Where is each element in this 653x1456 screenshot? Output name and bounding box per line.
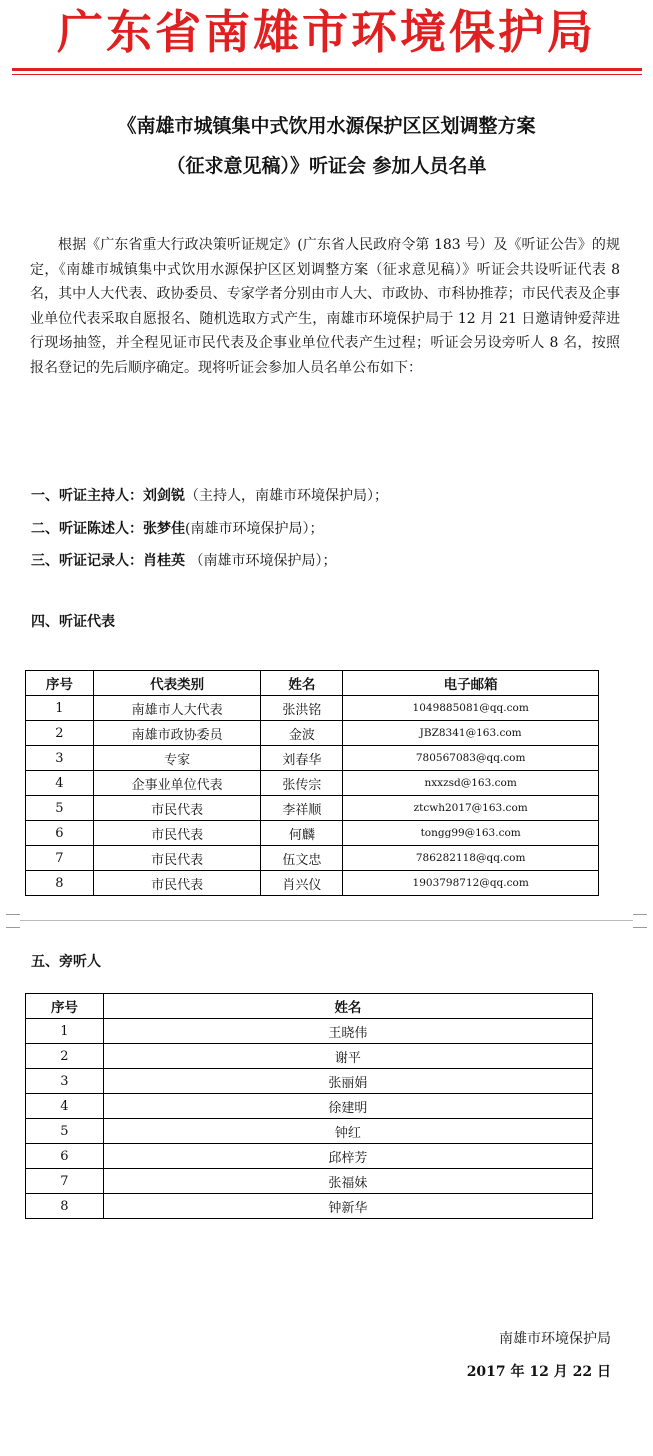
- cell-category: 企事业单位代表: [93, 771, 261, 796]
- cell-no: 5: [26, 1119, 104, 1144]
- role-host-label: 一、听证主持人：: [31, 488, 143, 504]
- table-row: [26, 746, 599, 771]
- cell-name: 李祥顺: [261, 796, 343, 821]
- header-no: 序号: [26, 994, 104, 1019]
- page-break-mark-left: [6, 914, 20, 928]
- cell-name: 王晓伟: [103, 1019, 592, 1044]
- role-recorder: [31, 551, 336, 571]
- letterhead-rule-thick: [12, 68, 642, 71]
- cell-email: tongg99@163.com: [343, 821, 599, 846]
- cell-no: 8: [26, 871, 94, 896]
- page-break-line: [20, 920, 633, 921]
- table-row: [26, 696, 599, 721]
- role-recorder-note: （南雄市环境保护局）；: [185, 553, 337, 569]
- cell-name: 邱梓芳: [103, 1144, 592, 1169]
- cell-name: 张福妹: [103, 1169, 592, 1194]
- cell-name: 钟新华: [103, 1194, 592, 1219]
- table-row: [26, 721, 599, 746]
- role-presenter-label: 二、听证陈述人：: [31, 521, 143, 537]
- cell-name: 刘春华: [261, 746, 343, 771]
- cell-category: 专家: [93, 746, 261, 771]
- cell-email: 1049885081@qq.com: [343, 696, 599, 721]
- table-row: [26, 1169, 593, 1194]
- table-row: [26, 771, 599, 796]
- role-recorder-name: 肖桂英: [143, 553, 185, 569]
- role-presenter: [31, 519, 323, 539]
- table-header-row: [26, 994, 593, 1019]
- intro-paragraph-text: 根据《广东省重大行政决策听证规定》(广东省人民政府令第 183 号）及《听证公告》的规定，《南雄市城镇集中式饮用水源保护区区划调整方案（征求意见稿）》听证会共设听证代表 8 名，其中人大代表、政协委员、专家学者分别由市人大、市政协、市科协推荐；市民代表及企事业单位代表采取自愿报名、随机选取方式产生，南雄市环境保护局于 12 月 21 日邀请钟爱萍进行现场抽签，并全程见证市民代表及企事业单位代表产生过程；听证会另设旁听人 8 名，按照报名登记的先后顺序确定。现将听证会参加人员名单公布如下：: [30, 237, 620, 376]
- cell-name: 钟红: [103, 1119, 592, 1144]
- table-row: [26, 1094, 593, 1119]
- cell-no: 1: [26, 696, 94, 721]
- cell-name: 伍文忠: [261, 846, 343, 871]
- table-row: [26, 1019, 593, 1044]
- table-row: [26, 1069, 593, 1094]
- table-row: [26, 1119, 593, 1144]
- cell-name: 谢平: [103, 1044, 592, 1069]
- signature-date: 2017 年 12 月 22 日: [466, 1364, 611, 1380]
- section-title-representatives: 四、听证代表: [31, 614, 115, 630]
- cell-no: 3: [26, 1069, 104, 1094]
- role-recorder-label: 三、听证记录人：: [31, 553, 143, 569]
- cell-no: 6: [26, 821, 94, 846]
- role-presenter-name: 张梦佳: [143, 521, 185, 537]
- header-email: 电子邮箱: [343, 671, 599, 696]
- signature-org: 南雄市环境保护局: [499, 1331, 611, 1347]
- document-title-line1: 《南雄市城镇集中式饮用水源保护区区划调整方案: [117, 115, 536, 137]
- cell-no: 7: [26, 846, 94, 871]
- cell-no: 6: [26, 1144, 104, 1169]
- letterhead-title: 广东省南雄市环境保护局: [57, 5, 596, 59]
- cell-name: 何麟: [261, 821, 343, 846]
- cell-email: ztcwh2017@163.com: [343, 796, 599, 821]
- cell-category: 市民代表: [93, 821, 261, 846]
- table-row: [26, 796, 599, 821]
- cell-email: nxxzsd@163.com: [343, 771, 599, 796]
- cell-email: 786282118@qq.com: [343, 846, 599, 871]
- table-row: [26, 1144, 593, 1169]
- cell-name: 金波: [261, 721, 343, 746]
- cell-category: 市民代表: [93, 796, 261, 821]
- table-row: [26, 871, 599, 896]
- document-title-line2: （征求意见稿）》听证会 参加人员名单: [166, 155, 487, 177]
- role-host-name: 刘剑锐: [143, 488, 185, 504]
- cell-category: 南雄市人大代表: [93, 696, 261, 721]
- cell-no: 5: [26, 796, 94, 821]
- cell-name: 徐建明: [103, 1094, 592, 1119]
- header-name: 姓名: [261, 671, 343, 696]
- section-title-audience: 五、旁听人: [31, 954, 101, 970]
- cell-no: 7: [26, 1169, 104, 1194]
- header-category: 代表类别: [93, 671, 261, 696]
- cell-category: 市民代表: [93, 871, 261, 896]
- table-row: [26, 1194, 593, 1219]
- cell-no: 4: [26, 1094, 104, 1119]
- cell-no: 3: [26, 746, 94, 771]
- cell-no: 4: [26, 771, 94, 796]
- table-row: [26, 846, 599, 871]
- page-break-mark-right: [633, 914, 647, 928]
- role-host: [31, 486, 388, 506]
- header-no: 序号: [26, 671, 94, 696]
- cell-email: 780567083@qq.com: [343, 746, 599, 771]
- role-presenter-note: (南雄市环境保护局）；: [185, 521, 324, 537]
- cell-email: 1903798712@qq.com: [343, 871, 599, 896]
- cell-no: 1: [26, 1019, 104, 1044]
- cell-name: 肖兴仪: [261, 871, 343, 896]
- page-break: [0, 914, 653, 928]
- table-row: [26, 821, 599, 846]
- cell-no: 2: [26, 721, 94, 746]
- cell-no: 2: [26, 1044, 104, 1069]
- cell-name: 张传宗: [261, 771, 343, 796]
- cell-email: JBZ8341@163.com: [343, 721, 599, 746]
- role-host-note: （主持人，南雄市环境保护局）；: [185, 488, 388, 504]
- cell-name: 张洪铭: [261, 696, 343, 721]
- intro-paragraph: [30, 233, 620, 380]
- letterhead-rule-thin: [12, 74, 642, 75]
- header-name: 姓名: [103, 994, 592, 1019]
- cell-no: 8: [26, 1194, 104, 1219]
- cell-name: 张丽娟: [103, 1069, 592, 1094]
- table-header-row: [26, 671, 599, 696]
- cell-category: 南雄市政协委员: [93, 721, 261, 746]
- table-row: [26, 1044, 593, 1069]
- cell-category: 市民代表: [93, 846, 261, 871]
- representatives-table: [25, 670, 599, 896]
- audience-table: [25, 993, 593, 1219]
